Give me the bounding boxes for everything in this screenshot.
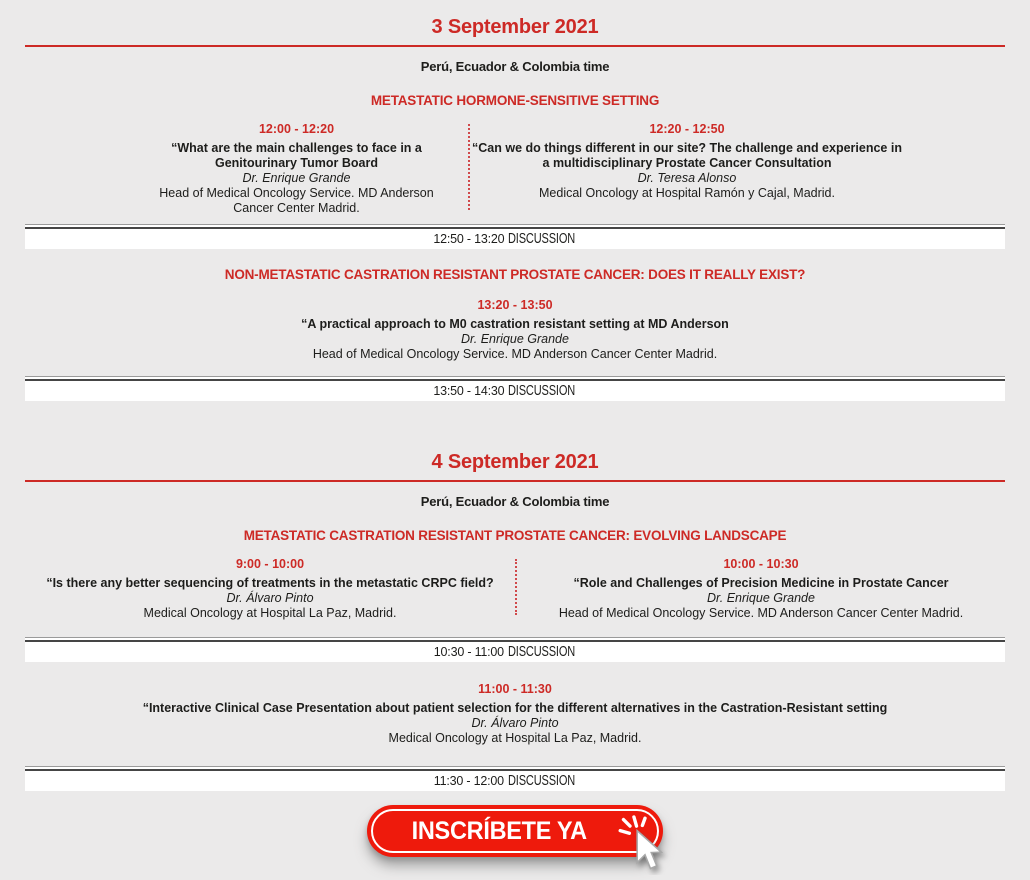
talk-affiliation: Medical Oncology at Hospital La Paz, Madrid. <box>388 731 642 745</box>
discussion-label: DISCUSSION <box>507 644 576 660</box>
discussion-time: 10:30 - 11:00 <box>433 645 504 659</box>
discussion-text-bar <box>25 381 1005 401</box>
talk-time: 9:00 - 10:00 <box>235 557 305 571</box>
discussion-time: 13:50 - 14:30 <box>433 384 505 398</box>
talk-time: 12:20 - 12:50 <box>649 122 725 136</box>
discussion-bar <box>25 766 1005 791</box>
talk-card <box>470 122 1005 216</box>
red-divider-line <box>25 480 1005 482</box>
talk-card <box>25 557 515 621</box>
talk-card <box>25 298 1005 362</box>
talk-affiliation: Medical Oncology at Hospital Ramón y Cajal, Madrid. <box>539 186 835 200</box>
discussion-bar <box>25 637 1005 662</box>
talk-title: “Role and Challenges of Precision Medicine in Prostate Cancer <box>573 576 949 590</box>
day-2-timezone-label: Perú, Ecuador & Colombia time <box>420 494 610 509</box>
day-2-section <box>0 451 1030 791</box>
talk-time: 11:00 - 11:30 <box>478 682 552 696</box>
talk-speaker: Dr. Teresa Alonso <box>637 171 737 185</box>
talk-card <box>517 557 1005 621</box>
talk-title: “Interactive Clinical Case Presentation about patient selection for the different alternatives in the Castration-Resistant setting <box>142 701 888 715</box>
talk-time: 12:00 - 12:20 <box>258 122 335 136</box>
register-button-label: INSCRÍBETE YA <box>411 816 587 845</box>
red-divider-line <box>25 45 1005 47</box>
day-1-date-title: 3 September 2021 <box>431 16 599 38</box>
day-2-date-title: 4 September 2021 <box>431 451 599 473</box>
discussion-text-bar <box>25 642 1005 662</box>
talk-title: “Is there any better sequencing of treatments in the metastatic CRPC field? <box>46 576 494 590</box>
day-1-session-2-heading: NON-METASTATIC CASTRATION RESISTANT PROSTATE CANCER: DOES IT REALLY EXIST? <box>224 267 806 282</box>
click-cursor-icon <box>617 815 673 875</box>
talk-card <box>25 682 1005 746</box>
talk-affiliation: Head of Medical Oncology Service. MD Anderson Cancer Center Madrid. <box>312 347 718 361</box>
talk-title: “A practical approach to M0 castration resistant setting at MD Anderson <box>301 317 729 331</box>
discussion-time: 12:50 - 13:20 <box>433 232 505 246</box>
cta-container <box>0 805 1030 857</box>
day-1-timezone-label: Perú, Ecuador & Colombia time <box>420 59 610 74</box>
talk-speaker: Dr. Enrique Grande <box>242 171 351 185</box>
talk-affiliation: Head of Medical Oncology Service. MD Anderson Cancer Center Madrid. <box>558 606 964 620</box>
talk-time: 10:00 - 10:30 <box>723 557 799 571</box>
discussion-text-bar <box>25 229 1005 249</box>
day-2-session-1-columns <box>25 557 1005 621</box>
talk-card <box>25 122 468 216</box>
discussion-bar <box>25 224 1005 249</box>
talk-title: “What are the main challenges to face in a Genitourinary Tumor Board <box>171 141 422 170</box>
talk-affiliation: Medical Oncology at Hospital La Paz, Madrid. <box>143 606 397 620</box>
talk-speaker: Dr. Álvaro Pinto <box>471 716 559 730</box>
talk-speaker: Dr. Enrique Grande <box>707 591 815 605</box>
day-1-session-1-columns <box>25 122 1005 216</box>
discussion-label: DISCUSSION <box>508 231 576 247</box>
talk-time: 13:20 - 13:50 <box>477 298 553 312</box>
day-1-session-1-heading: METASTATIC HORMONE-SENSITIVE SETTING <box>370 93 660 108</box>
discussion-bar <box>25 376 1005 401</box>
talk-speaker: Dr. Enrique Grande <box>461 332 569 346</box>
talk-affiliation: Head of Medical Oncology Service. MD Anderson Cancer Center Madrid. <box>159 186 434 215</box>
register-now-button[interactable] <box>367 805 663 857</box>
discussion-label: DISCUSSION <box>507 773 576 789</box>
talk-title: “Can we do things different in our site? The challenge and experience in a multidisciplinary Prostate Cancer Consultation <box>472 141 902 170</box>
day-1-section <box>0 0 1030 401</box>
discussion-label: DISCUSSION <box>508 383 576 399</box>
discussion-text-bar <box>25 771 1005 791</box>
day-2-session-1-heading: METASTATIC CASTRATION RESISTANT PROSTATE CANCER: EVOLVING LANDSCAPE <box>243 528 787 543</box>
discussion-time: 11:30 - 12:00 <box>433 774 504 788</box>
talk-speaker: Dr. Álvaro Pinto <box>226 591 314 605</box>
